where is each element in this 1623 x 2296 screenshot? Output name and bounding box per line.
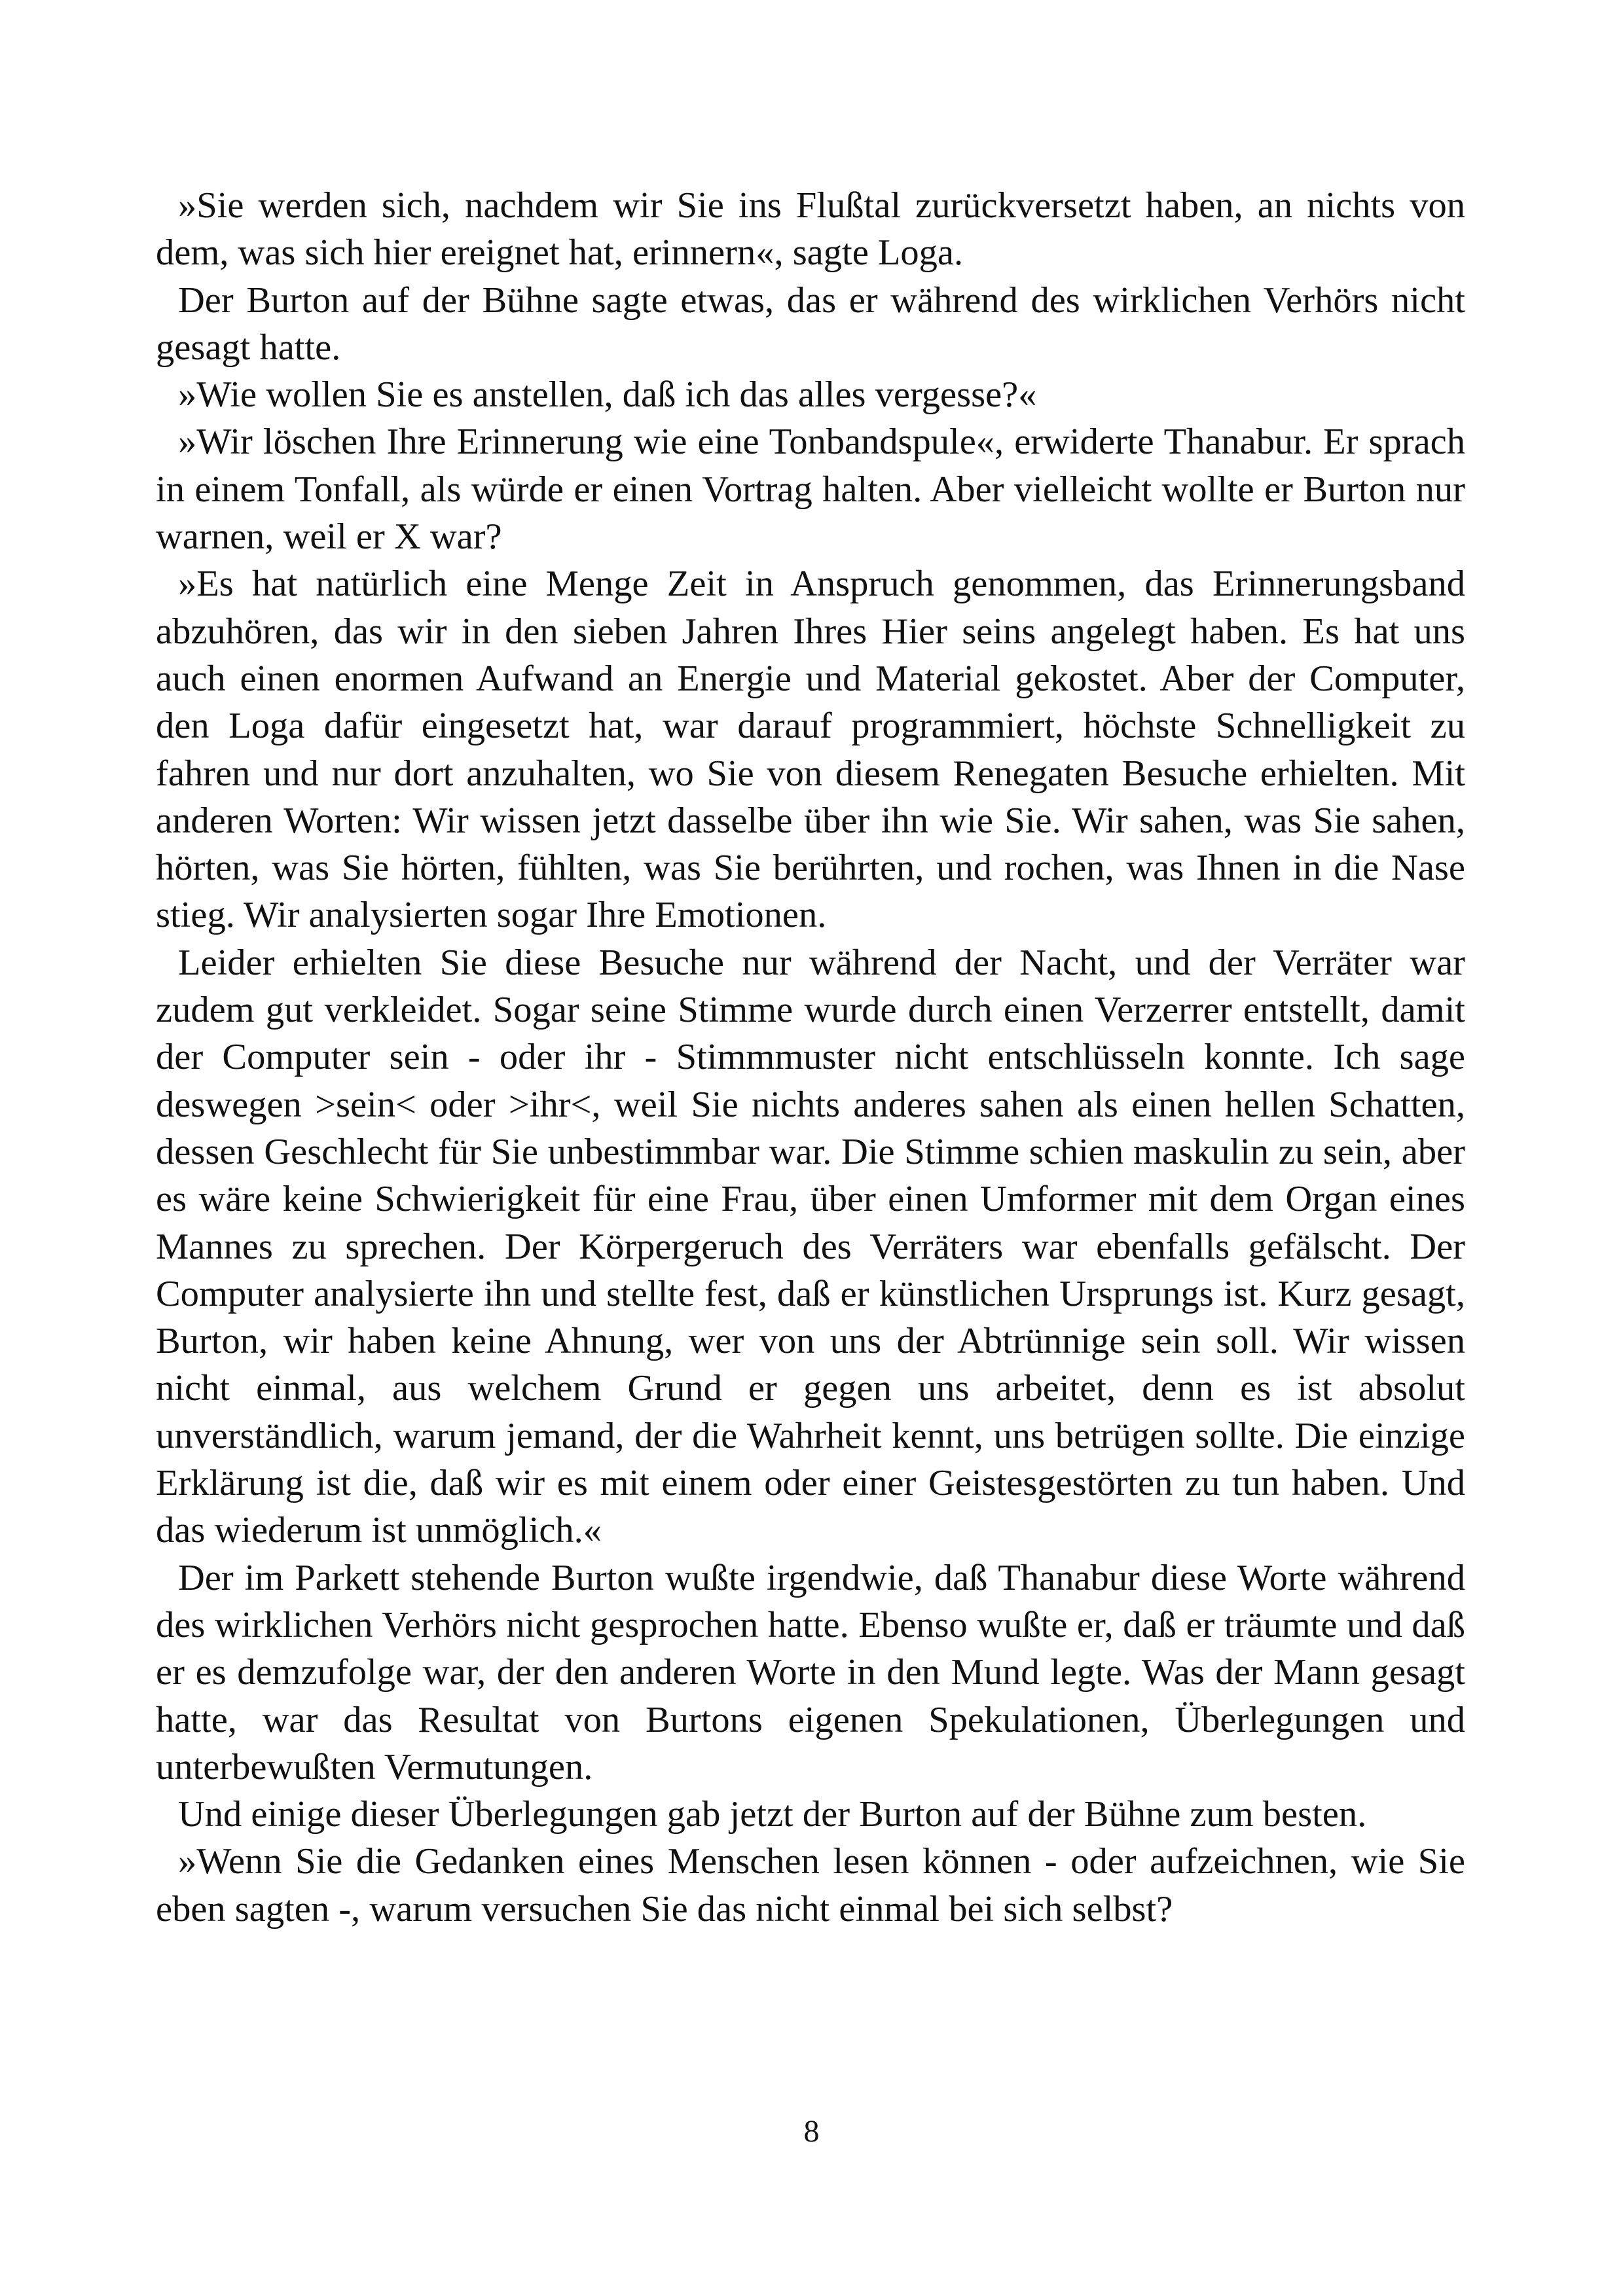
paragraph: Der Burton auf der Bühne sagte etwas, das er während des wirklichen Verhörs nicht gesagt hatte. [156,279,1465,368]
paragraph: Und einige dieser Überlegungen gab jetzt der Burton auf der Bühne zum besten. [178,1794,1367,1835]
page-number: 8 [803,2114,820,2149]
body-text [156,182,1465,1933]
paragraph: Der im Parkett stehende Burton wußte irgendwie, daß Thanabur diese Worte während des wirklichen Verhörs nicht gesprochen hatte. Ebenso wußte er, daß er träumte und daß er es demzufolge war, der den anderen Worte in den Mund legte. Was der Mann gesagt hatte, war das Resultat von Burtons eigenen Spekulationen, Überlegungen und unterbewußten Vermutungen. [156,1557,1465,1787]
paragraph: »Wenn Sie die Gedanken eines Menschen lesen können - oder aufzeichnen, wie Sie eben sagten -, warum versuchen Sie das nicht einmal bei sich selbst? [156,1841,1465,1929]
paragraph: »Wie wollen Sie es anstellen, daß ich das alles vergesse?« [178,374,1037,416]
paragraph: »Es hat natürlich eine Menge Zeit in Anspruch genommen, das Erinnerungsband abzuhören, das wir in den sieben Jahren Ihres Hier seins angelegt haben. Es hat uns auch einen enormen Aufwand an Energie und Material gekostet. Aber der Computer, den Loga dafür eingesetzt hat, war darauf programmiert, höchste Schnelligkeit zu fahren und nur dort anzuhalten, wo Sie von diesem Renegaten Besuche erhielten. Mit anderen Worten: Wir wissen jetzt dasselbe über ihn wie Sie. Wir sahen, was Sie sahen, hörten, was Sie hörten, fühlten, was Sie berührten, und rochen, was Ihnen in die Nase stieg. Wir analysierten sogar Ihre Emotionen. [156,564,1465,936]
paragraph: Leider erhielten Sie diese Besuche nur während der Nacht, und der Verräter war zudem gut verkleidet. Sogar seine Stimme wurde durch einen Verzerrer entstellt, damit der Computer sein - oder ihr - Stimmmuster nicht entschlüsseln konnte. Ich sage deswegen >sein< oder >ihr<, weil Sie nichts anderes sahen als einen hellen Schatten, dessen Geschlecht für Sie unbestimmbar war. Die Stimme schien maskulin zu sein, aber es wäre keine Schwierigkeit für eine Frau, über einen Umformer mit dem Organ eines Mannes zu sprechen. Der Körpergeruch des Verräters war ebenfalls gefälscht. Der Computer analysierte ihn und stellte fest, daß er künstlichen Ursprungs ist. Kurz gesagt, Burton, wir haben keine Ahnung, wer von uns der Abtrünnige sein soll. Wir wissen nicht einmal, aus welchem Grund er gegen uns arbeitet, denn es ist absolut unverständlich, warum jemand, der die Wahrheit kennt, uns betrügen sollte. Die einzige Erklärung ist die, daß wir es mit einem oder einer Geistesgestörten zu tun haben. Und das wiederum ist unmöglich.« [156,942,1465,1551]
paragraph: »Wir löschen Ihre Erinnerung wie eine Tonbandspule«, erwiderte Thanabur. Er sprach in einem Tonfall, als würde er einen Vortrag halten. Aber vielleicht wollte er Burton nur warnen, weil er X war? [156,422,1465,558]
paragraph: »Sie werden sich, nachdem wir Sie ins Flußtal zurückversetzt haben, an nichts von dem, was sich hier ereignet hat, erinnern«, sagte Loga. [156,185,1465,274]
